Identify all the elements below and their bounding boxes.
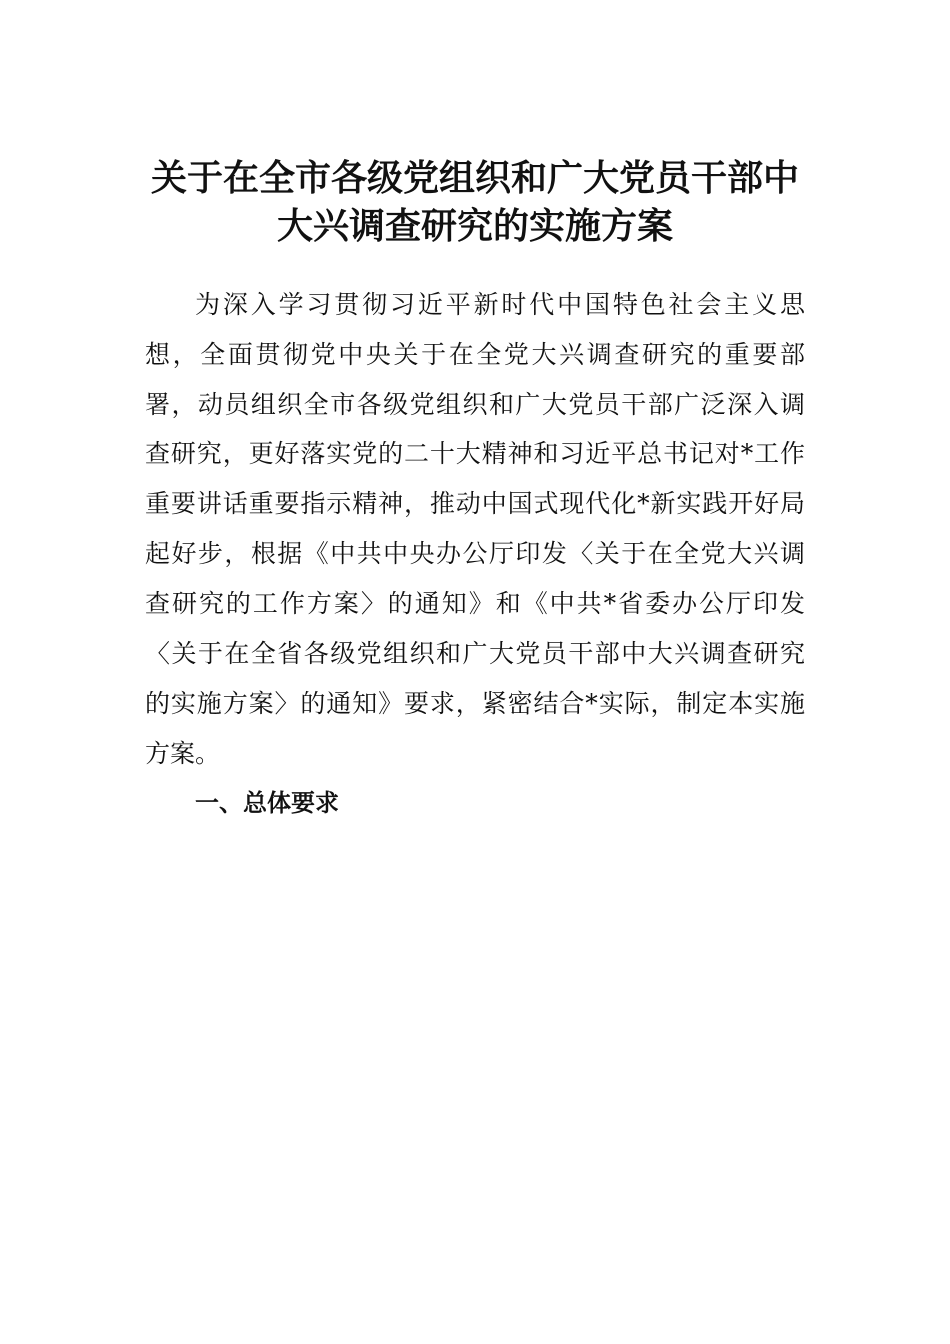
section-heading: 一、总体要求: [195, 789, 339, 817]
paragraph-line: 〈关于在全省各级党组织和广大党员干部中大兴调查研究: [145, 639, 805, 668]
paragraph-line: 方案。: [145, 739, 221, 768]
paragraph-line: 查研究的工作方案〉的通知》和《中共*省委办公厅印发: [145, 589, 805, 618]
paragraph-line: 为深入学习贯彻习近平新时代中国特色社会主义思: [195, 290, 805, 319]
paragraph-line: 署，动员组织全市各级党组织和广大党员干部广泛深入调: [145, 390, 805, 419]
paragraph-line: 想，全面贯彻党中央关于在全党大兴调查研究的重要部: [145, 340, 805, 369]
paragraph-line: 重要讲话重要指示精神，推动中国式现代化*新实践开好局: [145, 489, 805, 518]
document-title-line-2: 大兴调查研究的实施方案: [276, 205, 673, 247]
paragraph-line: 查研究，更好落实党的二十大精神和习近平总书记对*工作: [145, 439, 805, 468]
document-title-line-1: 关于在全市各级党组织和广大党员干部中: [150, 157, 799, 199]
paragraph-line: 的实施方案〉的通知》要求，紧密结合*实际，制定本实施: [145, 689, 805, 718]
paragraph-line: 起好步，根据《中共中央办公厅印发〈关于在全党大兴调: [145, 539, 805, 568]
